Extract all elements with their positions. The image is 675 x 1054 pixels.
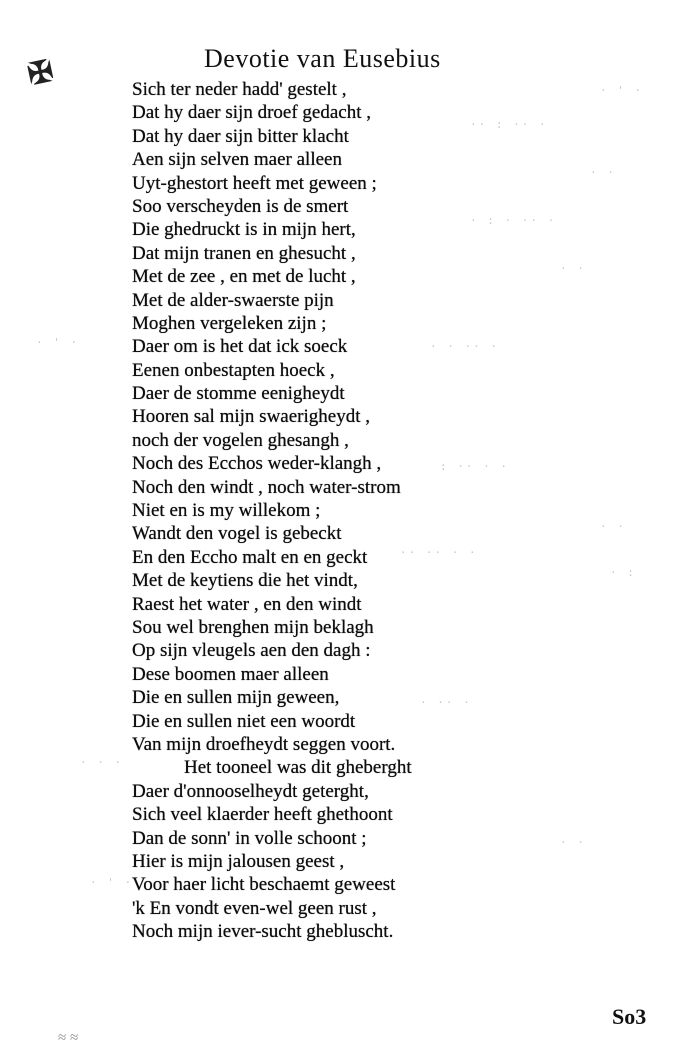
bleed-through-speckle: · · ·	[80, 756, 124, 769]
poem-line: Met de keytiens die het vindt,	[132, 570, 358, 592]
poem-text	[132, 78, 532, 943]
bleed-through-speckle: · ' ·	[600, 84, 644, 97]
bleed-through-speckle: · : · ·· ·	[470, 214, 557, 227]
poem-line: Op sijn vleugels aen den dagh :	[132, 640, 371, 662]
poem-line: Voor haer licht beschaemt geweest	[132, 874, 396, 896]
bleed-through-speckle: ·· : ·· ·	[470, 118, 548, 131]
poem-line: Niet en is my willekom ;	[132, 500, 321, 522]
bottom-ink-mark: ≈ ≈	[58, 1030, 79, 1046]
poem-line: Noch des Ecchos weder-klangh ,	[132, 453, 382, 475]
poem-line: En den Eccho malt en en geckt	[132, 546, 368, 568]
bleed-through-speckle: · :	[610, 566, 636, 579]
bleed-through-speckle: · · ·· ·	[430, 340, 499, 353]
poem-line: Soo verscheyden is de smert	[132, 195, 349, 217]
corner-ink-mark: ✠	[24, 54, 54, 93]
poem-line: Met de alder-swaerste pijn	[132, 289, 334, 311]
poem-line: Eenen onbestapten hoeck ,	[132, 359, 335, 381]
poem-line: Daer de stomme eenigheydt	[132, 383, 345, 405]
poem-line: Daer om is het dat ick soeck	[132, 336, 348, 358]
poem-line: Dat hy daer sijn bitter klacht	[132, 125, 349, 147]
poem-line: Sou wel brenghen mijn beklagh	[132, 616, 374, 638]
poem-line: Moghen vergeleken zijn ;	[132, 312, 327, 334]
poem-line: Met de zee , en met de lucht ,	[132, 266, 356, 288]
poem-line: Wandt den vogel is gebeckt	[132, 523, 342, 545]
poem-line: Die ghedruckt is in mijn hert,	[132, 219, 356, 241]
page-number: So3	[612, 1004, 647, 1029]
poem-line: noch der vogelen ghesangh ,	[132, 429, 349, 451]
poem-line: Sich ter neder hadd' gestelt ,	[132, 79, 347, 100]
bleed-through-speckle: · ' ·	[90, 876, 134, 889]
poem-line: Dat hy daer sijn droef gedacht ,	[132, 102, 371, 124]
poem-line: Noch mijn iever-sucht ghebluscht.	[132, 921, 394, 943]
bleed-through-speckle: ·· ·· · ·	[400, 546, 478, 559]
poem-line: Die en sullen niet een woordt	[132, 710, 356, 732]
bleed-through-speckle: · ·· ·	[420, 696, 472, 709]
poem-line: Dese boomen maer alleen	[132, 663, 329, 685]
running-head: Devotie van Eusebius	[204, 44, 441, 73]
poem-line: Aen sijn selven maer alleen	[132, 149, 342, 171]
bleed-through-speckle: · ·	[590, 166, 616, 179]
poem-line: Van mijn droefheydt seggen voort.	[132, 733, 396, 755]
poem-line: 'k En vondt even-wel geen rust ,	[132, 897, 377, 919]
bleed-through-speckle: · ·	[560, 262, 586, 275]
bleed-through-speckle: · ·	[560, 836, 586, 849]
poem-line: Raest het water , en den windt	[132, 593, 362, 615]
bleed-through-speckle: · ' ·	[36, 336, 80, 349]
poem-line: Die en sullen mijn geween,	[132, 687, 340, 709]
poem-line: Hooren sal mijn swaerigheydt ,	[132, 406, 370, 428]
poem-line: Sich veel klaerder heeft ghethoont	[132, 804, 393, 826]
bleed-through-speckle: · ·	[600, 520, 626, 533]
poem-line: Het tooneel was dit gheberght	[184, 757, 412, 779]
poem-line: Dan de sonn' in volle schoont ;	[132, 827, 367, 849]
poem-line: Hier is mijn jalousen geest ,	[132, 850, 345, 872]
poem-line: Dat mijn tranen en ghesucht ,	[132, 242, 356, 264]
poem-line: Daer d'onnooselheydt geterght,	[132, 780, 369, 802]
poem-line: Noch den windt , noch water-strom	[132, 476, 401, 498]
poem-line: Uyt-ghestort heeft met geween ;	[132, 172, 377, 194]
bleed-through-speckle: : ·· · ·	[440, 460, 509, 473]
